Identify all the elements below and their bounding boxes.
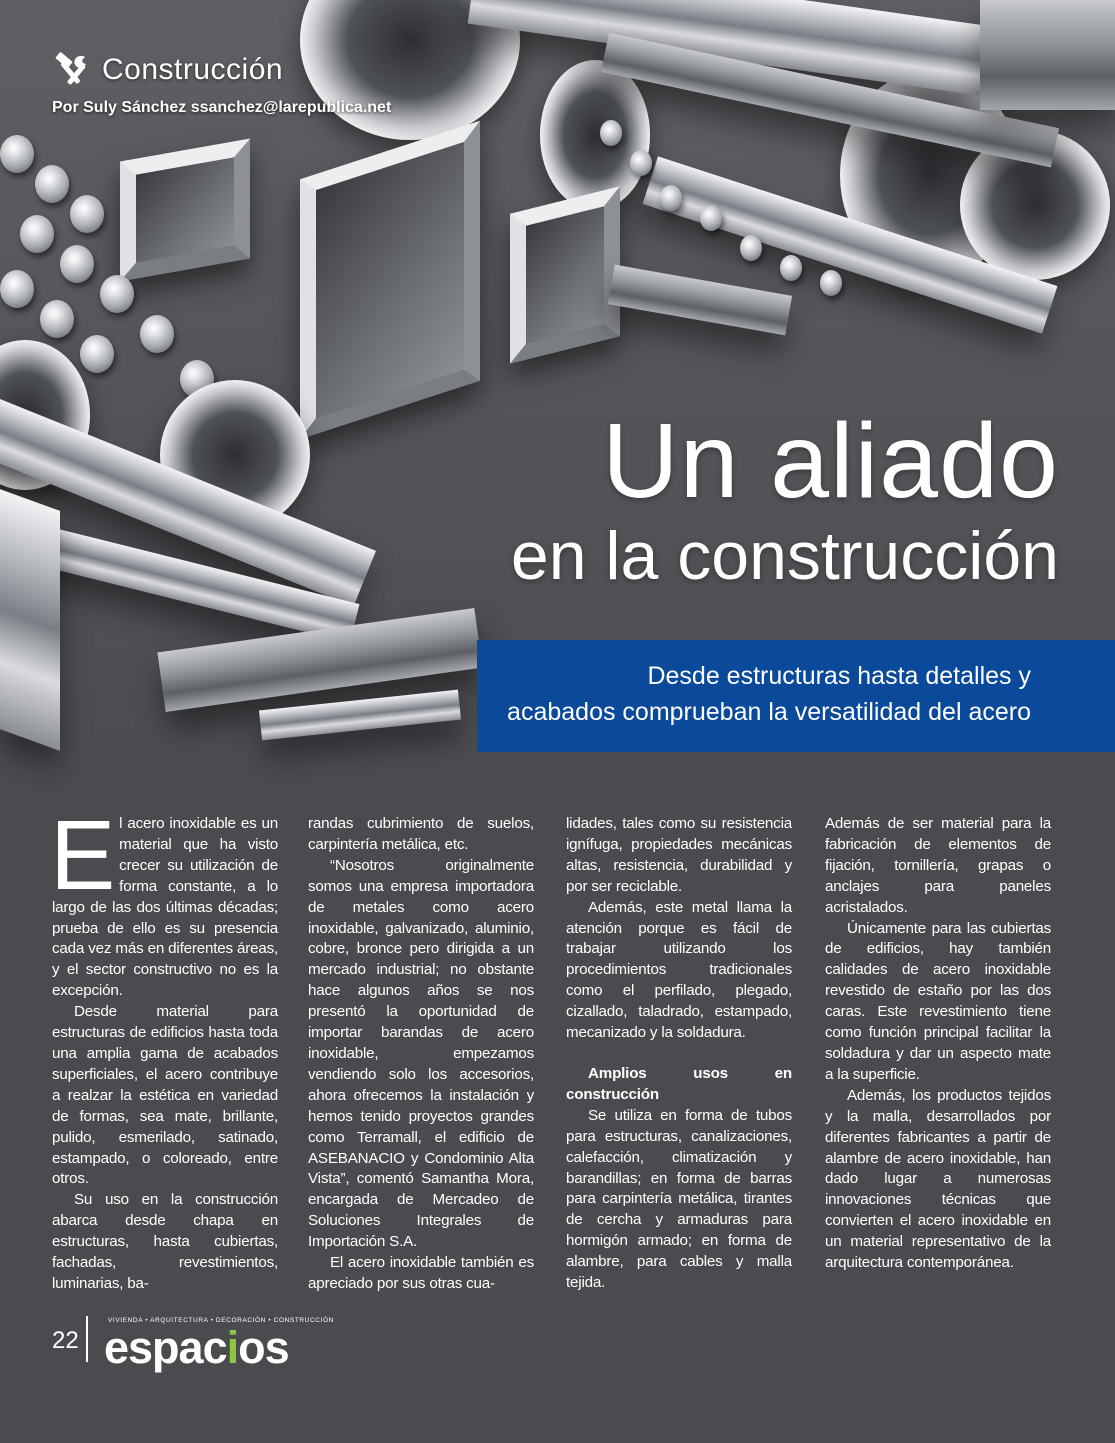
paragraph: Desde material para estructuras de edificios hasta toda una amplia gama de acabados superficiales, el acero contribuye a realzar la estética en variedad de formas, sea mate, brillante, pulido, esmerilado, satinado, estampado, o coloreado, entre otros. [52, 1003, 278, 1188]
steel-rod [780, 255, 802, 281]
article-column-4 [825, 814, 1051, 1274]
article-subheading: Amplios usos en construcción [566, 1064, 792, 1103]
paragraph: lidades, tales como su resistencia ignífuga, propiedades mecánicas altas, resistencia, durabilidad y por ser reciclable. [566, 815, 792, 895]
paragraph: Además, este metal llama la atención porque es fácil de trabajar utilizando los procedimientos tradicionales como el perfilado, plegado, cizallado, taladrado, estampado, mecanizado y la soldadura. [566, 898, 792, 1042]
steel-bar [980, 0, 1115, 110]
steel-angle-profile [0, 489, 60, 751]
tools-icon [52, 52, 94, 88]
magazine-tagline: VIVIENDA • ARQUITECTURA • DECORACIÓN • CONSTRUCCIÓN [108, 1317, 334, 1324]
lead-box [477, 640, 1115, 752]
paragraph: Únicamente para las cubiertas de edificios, hay también calidades de acero inoxidable revestido de estaño por las dos caras. Este revestimiento tiene como función principal facilitar la soldadura y dar un aspecto mate a la superficie. [825, 919, 1051, 1083]
dropcap: E [50, 800, 116, 910]
article-body [50, 800, 1065, 1292]
square-steel-tube [510, 186, 620, 363]
article-title: Un aliado [602, 402, 1059, 520]
paragraph: Su uso en la construcción abarca desde chapa en estructuras, hasta cubiertas, fachadas, revestimientos, luminarias, ba- [52, 1191, 278, 1292]
paragraph: El acero inoxidable es un material que ha visto crecer su utilización de forma constante, a lo largo de las dos últimas décadas; prueba de ello es su presencia cada vez más en diferentes áreas, y el sector constructivo no es la excepción. [50, 800, 278, 1000]
section-header [52, 52, 283, 88]
page-number: 22 [52, 1327, 79, 1354]
steel-rod [0, 270, 34, 308]
steel-rod [820, 270, 842, 296]
steel-tube [540, 60, 650, 210]
lead-line: Desde estructuras hasta detalles y [647, 662, 1031, 690]
steel-rod [0, 135, 34, 173]
steel-rod [20, 215, 54, 253]
paragraph: Además de ser material para la fabricación de elementos de fijación, tornillería, grapas o anclajes para paneles acristalados. [825, 815, 1051, 916]
article-column-1 [50, 800, 278, 1295]
footer-divider [86, 1316, 88, 1362]
magazine-logo: espacios [104, 1322, 289, 1373]
section-title: Construcción [102, 53, 284, 86]
paragraph: El acero inoxidable también es apreciado por sus otras cua- [308, 1254, 534, 1292]
article-subtitle: en la construcción [510, 518, 1059, 594]
article-column-3 [566, 814, 792, 1294]
steel-rod [35, 165, 69, 203]
steel-rod [700, 205, 722, 231]
steel-channel-profile [259, 690, 461, 741]
lead-line: acabados comprueban la versatilidad del acero [507, 698, 1031, 726]
steel-rod [70, 195, 104, 233]
steel-rod [740, 235, 762, 261]
square-steel-tube [300, 121, 480, 439]
steel-rod [600, 120, 622, 146]
steel-angle-profile [608, 265, 792, 336]
steel-rod [100, 275, 134, 313]
steel-rod [660, 185, 682, 211]
paragraph: “Nosotros originalmente somos una empresa importadora de metales como acero inoxidable, galvanizado, aluminio, cobre, bronce pero dirigida a un mercado industrial; no obstante hace algunos años se nos presentó la oportunidad de importar barandas de acero inoxidable, empezamos vendiendo solo los accesorios, ahora ofrecemos la instalación y hemos tenido proyectos grandes como Terramall, el edificio de ASEBANACIO y Condominio Alta Vista”, comentó Samantha Mora, encargada de Mercadeo de Soluciones Integrales de Importación S.A. [308, 856, 534, 1251]
paragraph: Además, los productos tejidos y la malla, desarrollados por diferentes fabricantes a partir de alambre de acero inoxidable, han dado lugar a numerosas innovaciones técnicas que convierten el acero inoxidable en un material representativo de la arquitectura contemporánea. [825, 1086, 1051, 1272]
paragraph: randas cubrimiento de suelos, carpintería metálica, etc. [308, 815, 534, 853]
steel-rod [40, 300, 74, 338]
paragraph: Se utiliza en forma de tubos para estructuras, canalizaciones, calefacción, climatización y barandillas; en forma de barras para carpintería metálica, tirantes de cercha y armaduras para hormigón armado; en forma de alambre, para cables y malla tejida. [566, 1106, 792, 1292]
steel-rod [630, 150, 652, 176]
steel-rod [140, 315, 174, 353]
square-steel-tube [120, 139, 250, 282]
author-byline: Por Suly Sánchez ssanchez@larepublica.net [52, 99, 392, 116]
steel-rod [60, 245, 94, 283]
article-column-2 [308, 814, 534, 1295]
steel-rod [80, 335, 114, 373]
